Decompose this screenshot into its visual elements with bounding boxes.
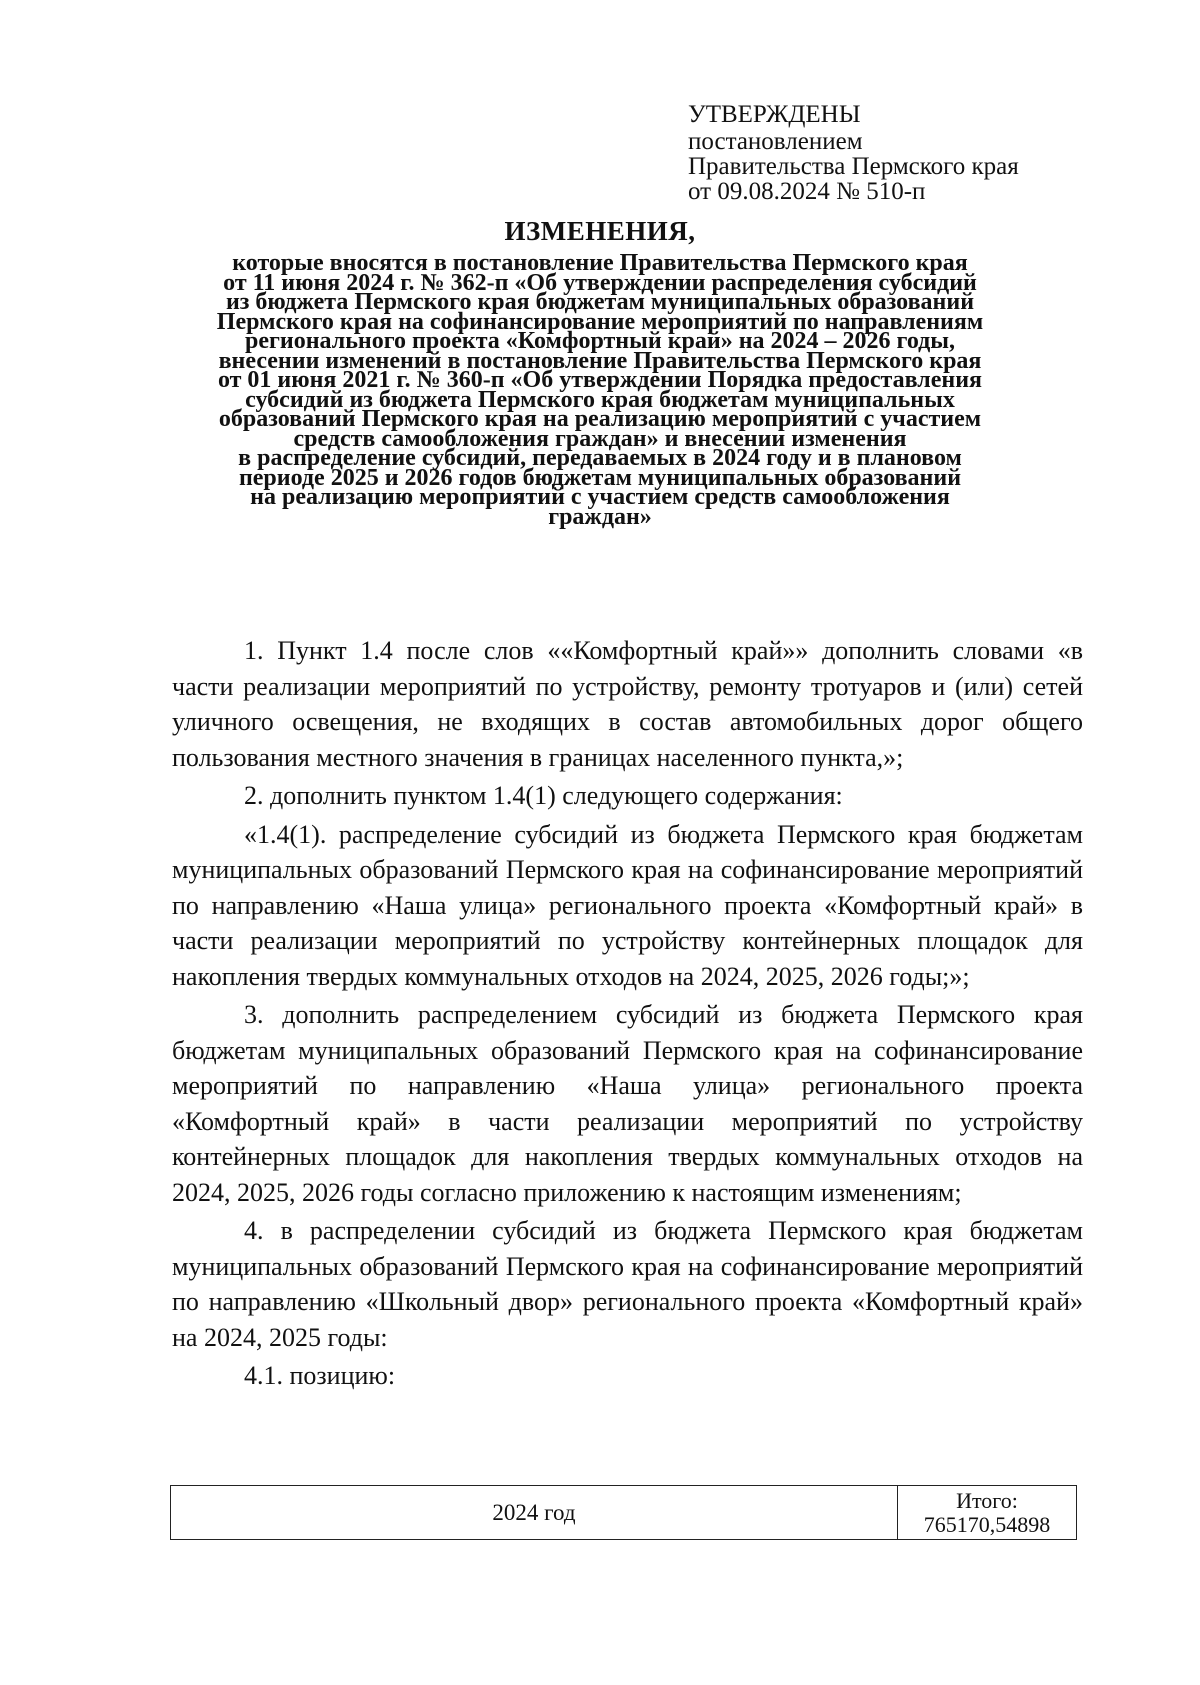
subtitle-line: из бюджета Пермского края бюджетам муниципальных образований [225,289,975,315]
paragraph-item-2-quote [172,817,1083,995]
subtitle-line: образований Пермского края на реализацию мероприятий с участием [218,406,982,432]
subtitle-line: периоде 2025 и 2026 годов бюджетам муниципальных образований [238,464,962,491]
paragraph-text: 4.1. позицию: [244,1361,396,1390]
paragraph-item-1 [172,633,1083,775]
document-subtitle [150,250,1050,530]
subtitle-line: которые вносятся в постановление Правительства Пермского края [232,250,968,276]
document-title: ИЗМЕНЕНИЯ, [504,216,696,246]
table-total-cell [898,1486,1076,1539]
paragraph-text: 4. в распределении субсидий из бюджета Пермского края бюджетам муниципальных образований Пермского края на софинансирование мероприятий по направлению «Школьный двор» регионального проекта «Комфортный край» на 2024, 2025 годы: [172,1216,1083,1352]
paragraph-text: 3. дополнить распределением субсидий из бюджета Пермского края бюджетам муниципальных образований Пермского края на софинансирование мероприятий по направлению «Наша улица» регионального проекта «Комфортный край» в части реализации мероприятий по устройству контейнерных площадок для накопления твердых коммунальных отходов на 2024, 2025, 2026 годы согласно приложению к настоящим изменениям; [172,1000,1083,1207]
subtitle-line: субсидий из бюджета Пермского края бюджетам муниципальных [245,386,955,413]
subtitle-line: от 11 июня 2024 г. № 362-п «Об утверждении распределения субсидий [223,269,977,296]
approval-line: постановлением [688,128,863,155]
table-total-value: 765170,54898 [923,1511,1051,1537]
subtitle-line: регионального проекта «Комфортный край» на 2024 – 2026 годы, [244,328,956,354]
document-body [172,633,1083,1397]
position-table [170,1485,1077,1540]
subtitle-line: граждан» [548,503,652,530]
approval-date: от 09.08.2024 № 510-п [688,178,926,205]
paragraph-item-4 [172,1213,1083,1355]
subtitle-line: на реализацию мероприятий с участием средств самообложения [250,484,950,510]
subtitle-line: внесении изменений в постановление Правительства Пермского края [218,347,982,374]
paragraph-text: 1. Пункт 1.4 после слов ««Комфортный край»» дополнить словами «в части реализации мероприятий по устройству, ремонту тротуаров и (или) сетей уличного освещения, не входящих в состав автомобильных дорог общего пользования местного значения в границах населенного пункта,»; [172,636,1083,772]
approval-line: Правительства Пермского края [688,153,1019,180]
paragraph-item-3 [172,997,1083,1210]
table-total-label: Итого: [956,1487,1018,1513]
subtitle-line: Пермского края на софинансирование мероприятий по направлениям [216,308,984,335]
subtitle-line: от 01 июня 2021 г. № 360-п «Об утверждении Порядка предоставления [217,367,983,393]
approval-title: УТВЕРЖДЕНЫ [688,101,861,128]
table-year-cell: 2024 год [171,1486,898,1539]
approval-stamp [688,100,1108,204]
paragraph-item-2 [172,778,1083,814]
paragraph-text: 2. дополнить пунктом 1.4(1) следующего содержания: [244,781,843,810]
paragraph-item-4-1 [172,1358,1083,1394]
paragraph-text: «1.4(1). распределение субсидий из бюджета Пермского края бюджетам муниципальных образований Пермского края на софинансирование мероприятий по направлению «Наша улица» регионального проекта «Комфортный край» в части реализации мероприятий по устройству контейнерных площадок для накопления твердых коммунальных отходов на 2024, 2025, 2026 годы;»; [172,819,1083,991]
subtitle-line: в распределение субсидий, передаваемых в 2024 году и в плановом [238,445,962,471]
subtitle-line: средств самообложения граждан» и внесении изменения [293,425,907,452]
